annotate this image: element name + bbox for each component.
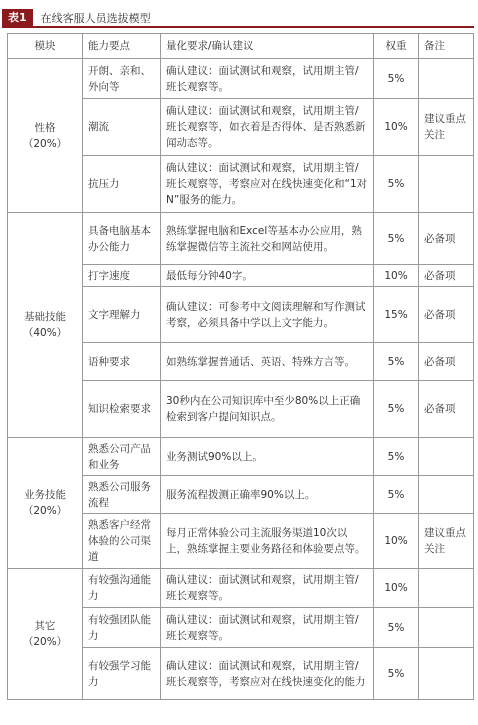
- point-cell: 打字速度: [83, 265, 161, 287]
- note-cell: 必备项: [419, 343, 474, 381]
- note-cell: 必备项: [419, 287, 474, 343]
- weight-cell: 5%: [374, 213, 419, 265]
- table-row: [8, 438, 474, 476]
- table-title: 在线客服人员选拔模型: [40, 11, 151, 25]
- table-row: [8, 569, 474, 608]
- point-cell: 语种要求: [83, 343, 161, 381]
- note-cell: 必备项: [419, 265, 474, 287]
- note-cell: [419, 569, 474, 608]
- note-cell: 必备项: [419, 213, 474, 265]
- point-cell: 熟悉公司产品和业务: [83, 438, 161, 476]
- point-cell: 知识检索要求: [83, 381, 161, 438]
- weight-cell: 5%: [374, 648, 419, 700]
- table-row: [8, 59, 474, 99]
- module-percent: （20%）: [22, 636, 68, 648]
- weight-cell: 10%: [374, 514, 419, 569]
- point-cell: 开朗、亲和、外向等: [83, 59, 161, 99]
- point-cell: 文字理解力: [83, 287, 161, 343]
- header-note: 备注: [419, 34, 474, 59]
- requirement-cell: 最低每分钟40字。: [161, 265, 374, 287]
- weight-cell: 5%: [374, 476, 419, 514]
- table-number-tag: 表1: [2, 9, 33, 26]
- selection-model-table: [7, 33, 474, 700]
- requirement-cell: 确认建议：面试测试和观察，试用期主管/班长观察等，考察应对在线快速变化和“1对N”服务的能力。: [161, 156, 374, 213]
- requirement-cell: 30秒内在公司知识库中至少80%以上正确检索到客户提问知识点。: [161, 381, 374, 438]
- weight-cell: 5%: [374, 438, 419, 476]
- requirement-cell: 确认建议：面试测试和观察，试用期主管/班长观察等，如衣着是否得体、是否熟悉新闻动态等。: [161, 99, 374, 156]
- module-cell: [8, 59, 83, 213]
- note-cell: 建议重点关注: [419, 99, 474, 156]
- requirement-cell: 确认建议：面试测试和观察，试用期主管/班长观察等，考察应对在线快速变化的能力: [161, 648, 374, 700]
- module-cell: [8, 438, 83, 569]
- table-caption: [2, 9, 474, 28]
- weight-cell: 5%: [374, 156, 419, 213]
- module-cell: [8, 569, 83, 700]
- requirement-cell: 服务流程拨测正确率90%以上。: [161, 476, 374, 514]
- point-cell: 抗压力: [83, 156, 161, 213]
- weight-cell: 15%: [374, 287, 419, 343]
- weight-cell: 10%: [374, 265, 419, 287]
- module-name: 基础技能: [24, 311, 66, 323]
- requirement-cell: 业务测试90%以上。: [161, 438, 374, 476]
- requirement-cell: 确认建议：面试测试和观察，试用期主管/班长观察等。: [161, 608, 374, 648]
- note-cell: [419, 156, 474, 213]
- note-cell: [419, 59, 474, 99]
- weight-cell: 10%: [374, 569, 419, 608]
- weight-cell: 5%: [374, 343, 419, 381]
- header-weight: 权重: [374, 34, 419, 59]
- weight-cell: 5%: [374, 381, 419, 438]
- point-cell: 潮流: [83, 99, 161, 156]
- weight-cell: 5%: [374, 608, 419, 648]
- module-name: 其它: [34, 620, 56, 632]
- note-cell: [419, 438, 474, 476]
- module-percent: （20%）: [22, 505, 68, 517]
- module-cell: [8, 213, 83, 438]
- requirement-cell: 如熟练掌握普通话、英语、特殊方言等。: [161, 343, 374, 381]
- module-name: 性格: [34, 121, 56, 134]
- point-cell: 有较强学习能力: [83, 648, 161, 700]
- note-cell: 建议重点关注: [419, 514, 474, 569]
- requirement-cell: 熟练掌握电脑和Excel等基本办公应用，熟练掌握微信等主流社交和网站使用。: [161, 213, 374, 265]
- header-point: 能力要点: [83, 34, 161, 59]
- module-percent: （20%）: [22, 137, 68, 150]
- requirement-cell: 确认建议：可参考中文阅读理解和写作测试考察，必须具备中学以上文字能力。: [161, 287, 374, 343]
- point-cell: 有较强团队能力: [83, 608, 161, 648]
- weight-cell: 10%: [374, 99, 419, 156]
- weight-cell: 5%: [374, 59, 419, 99]
- point-cell: 具备电脑基本办公能力: [83, 213, 161, 265]
- note-cell: 必备项: [419, 381, 474, 438]
- point-cell: 熟悉公司服务流程: [83, 476, 161, 514]
- requirement-cell: 确认建议：面试测试和观察，试用期主管/班长观察等。: [161, 569, 374, 608]
- header-requirement: 量化要求/确认建议: [161, 34, 374, 59]
- point-cell: 有较强沟通能力: [83, 569, 161, 608]
- table-row: [8, 213, 474, 265]
- module-name: 业务技能: [24, 489, 66, 501]
- note-cell: [419, 608, 474, 648]
- note-cell: [419, 648, 474, 700]
- requirement-cell: 确认建议：面试测试和观察，试用期主管/班长观察等。: [161, 59, 374, 99]
- requirement-cell: 每月正常体验公司主流服务渠道10次以上，熟练掌握主要业务路径和体验要点等。: [161, 514, 374, 569]
- point-cell: 熟悉客户经常体验的公司渠道: [83, 514, 161, 569]
- header-row: [8, 34, 474, 59]
- module-percent: （40%）: [22, 327, 68, 339]
- note-cell: [419, 476, 474, 514]
- header-module: 模块: [8, 34, 83, 59]
